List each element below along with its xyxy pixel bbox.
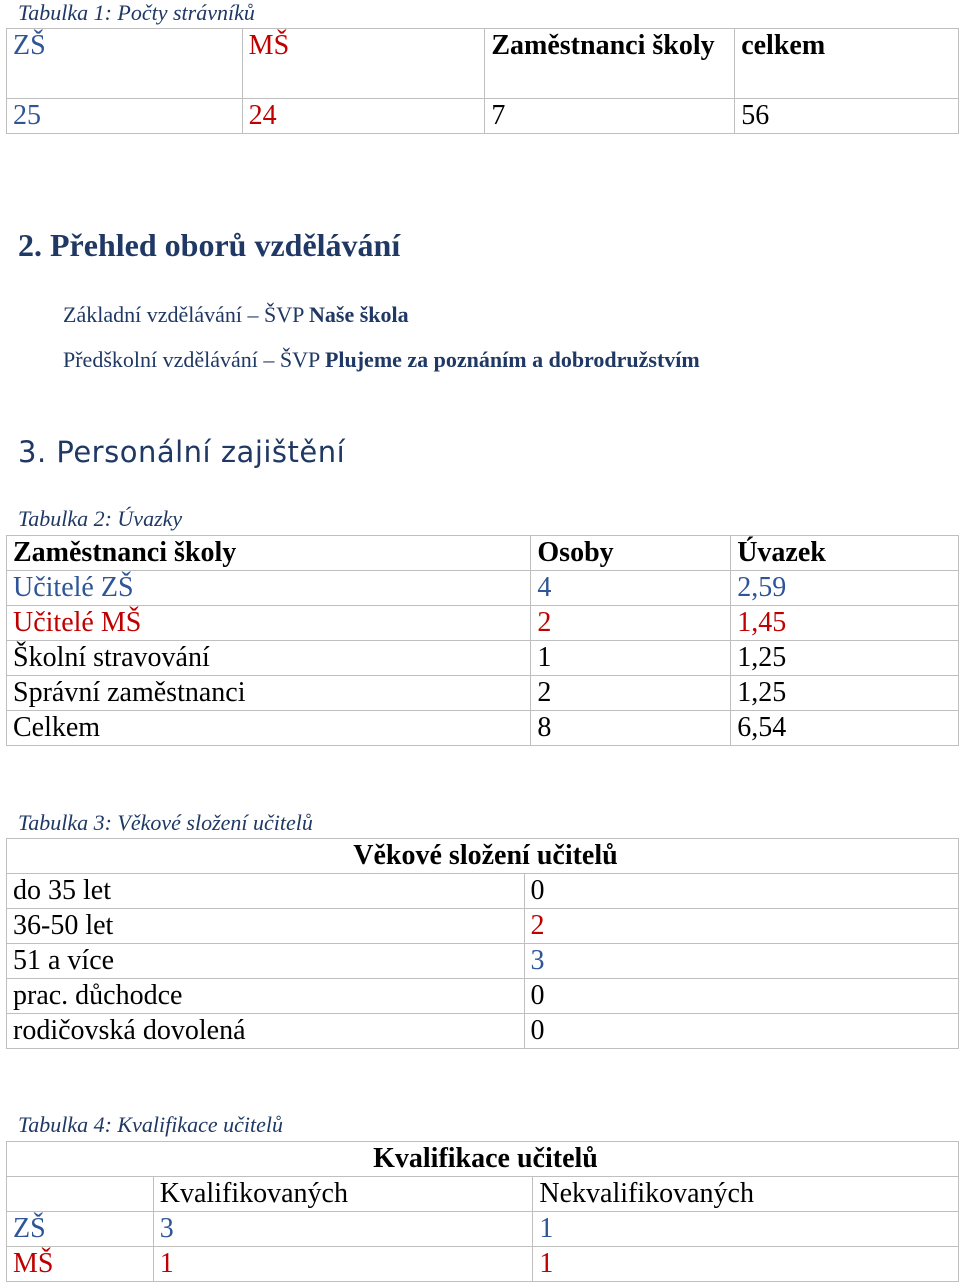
table-row (7, 676, 959, 711)
table-row (7, 1014, 959, 1049)
row-label: Učitelé MŠ (7, 606, 531, 641)
uvazky-header-zamestnanci: Zaměstnanci školy (7, 536, 531, 571)
row-nekval: 1 (533, 1212, 959, 1247)
row-osoby: 2 (531, 676, 731, 711)
row-label: rodičovská dovolená (7, 1014, 525, 1049)
table-row (7, 711, 959, 746)
table-row (7, 1247, 959, 1282)
table-row (7, 571, 959, 606)
table-row (7, 1212, 959, 1247)
row-label: Učitelé ZŠ (7, 571, 531, 606)
obor-zakladni (63, 302, 409, 328)
table4-caption: Tabulka 4: Kvalifikace učitelů (18, 1112, 283, 1137)
section2-heading: 2. Přehled oborů vzdělávání (18, 227, 401, 263)
row-label: 36-50 let (7, 909, 525, 944)
table1-caption: Tabulka 1: Počty strávníků (18, 0, 255, 25)
header-ms: MŠ (242, 29, 485, 99)
table-row (7, 606, 959, 641)
table-row (7, 944, 959, 979)
value-zs: 25 (7, 99, 243, 134)
row-label: prac. důchodce (7, 979, 525, 1014)
table-row (7, 909, 959, 944)
row-value: 2 (524, 909, 958, 944)
row-value: 0 (524, 1014, 958, 1049)
vekove-slozeni-header: Věkové složení učitelů (7, 839, 959, 874)
row-osoby: 1 (531, 641, 731, 676)
row-nekval: 1 (533, 1247, 959, 1282)
row-osoby: 2 (531, 606, 731, 641)
row-label: Správní zaměstnanci (7, 676, 531, 711)
table-kvalifikace (6, 1141, 959, 1282)
row-label: MŠ (7, 1247, 154, 1282)
table-vekove-slozeni (6, 838, 959, 1049)
obor-predskolni-prefix: Předškolní vzdělávání – ŠVP (63, 347, 320, 372)
row-value: 3 (524, 944, 958, 979)
row-uvazek: 1,25 (731, 641, 959, 676)
table-stravnici (6, 28, 959, 134)
uvazky-header-osoby: Osoby (531, 536, 731, 571)
row-uvazek: 2,59 (731, 571, 959, 606)
table-uvazky (6, 535, 959, 746)
row-value: 0 (524, 979, 958, 1014)
row-uvazek: 1,25 (731, 676, 959, 711)
kvalifikace-subheader-nekval: Nekvalifikovaných (533, 1177, 959, 1212)
table2-caption: Tabulka 2: Úvazky (18, 506, 183, 531)
table-row (7, 641, 959, 676)
section3-heading: 3. Personální zajištění (18, 435, 346, 469)
row-value: 0 (524, 874, 958, 909)
row-label: Celkem (7, 711, 531, 746)
row-osoby: 8 (531, 711, 731, 746)
header-celkem: celkem (735, 29, 959, 99)
table-row (7, 874, 959, 909)
row-label: Školní stravování (7, 641, 531, 676)
header-zamestnanci: Zaměstnanci školy (485, 29, 735, 99)
table3-caption: Tabulka 3: Věkové složení učitelů (18, 810, 313, 835)
header-zs: ZŠ (7, 29, 243, 99)
uvazky-header-uvazek: Úvazek (731, 536, 959, 571)
row-uvazek: 6,54 (731, 711, 959, 746)
value-celkem: 56 (735, 99, 959, 134)
row-osoby: 4 (531, 571, 731, 606)
kvalifikace-subheader-kval: Kvalifikovaných (153, 1177, 533, 1212)
row-kval: 3 (153, 1212, 533, 1247)
row-label: ZŠ (7, 1212, 154, 1247)
kvalifikace-subheader-empty (7, 1177, 154, 1212)
row-label: do 35 let (7, 874, 525, 909)
obor-zakladni-prefix: Základní vzdělávání – ŠVP (63, 302, 304, 327)
row-label: 51 a více (7, 944, 525, 979)
row-uvazek: 1,45 (731, 606, 959, 641)
table-row (7, 979, 959, 1014)
row-kval: 1 (153, 1247, 533, 1282)
value-ms: 24 (242, 99, 485, 134)
obor-predskolni-svp: Plujeme za poznáním a dobrodružstvím (324, 347, 700, 372)
obor-zakladni-svp: Naše škola (309, 302, 409, 327)
value-zamestnanci: 7 (485, 99, 735, 134)
kvalifikace-header: Kvalifikace učitelů (7, 1142, 959, 1177)
obor-predskolni (63, 347, 700, 373)
